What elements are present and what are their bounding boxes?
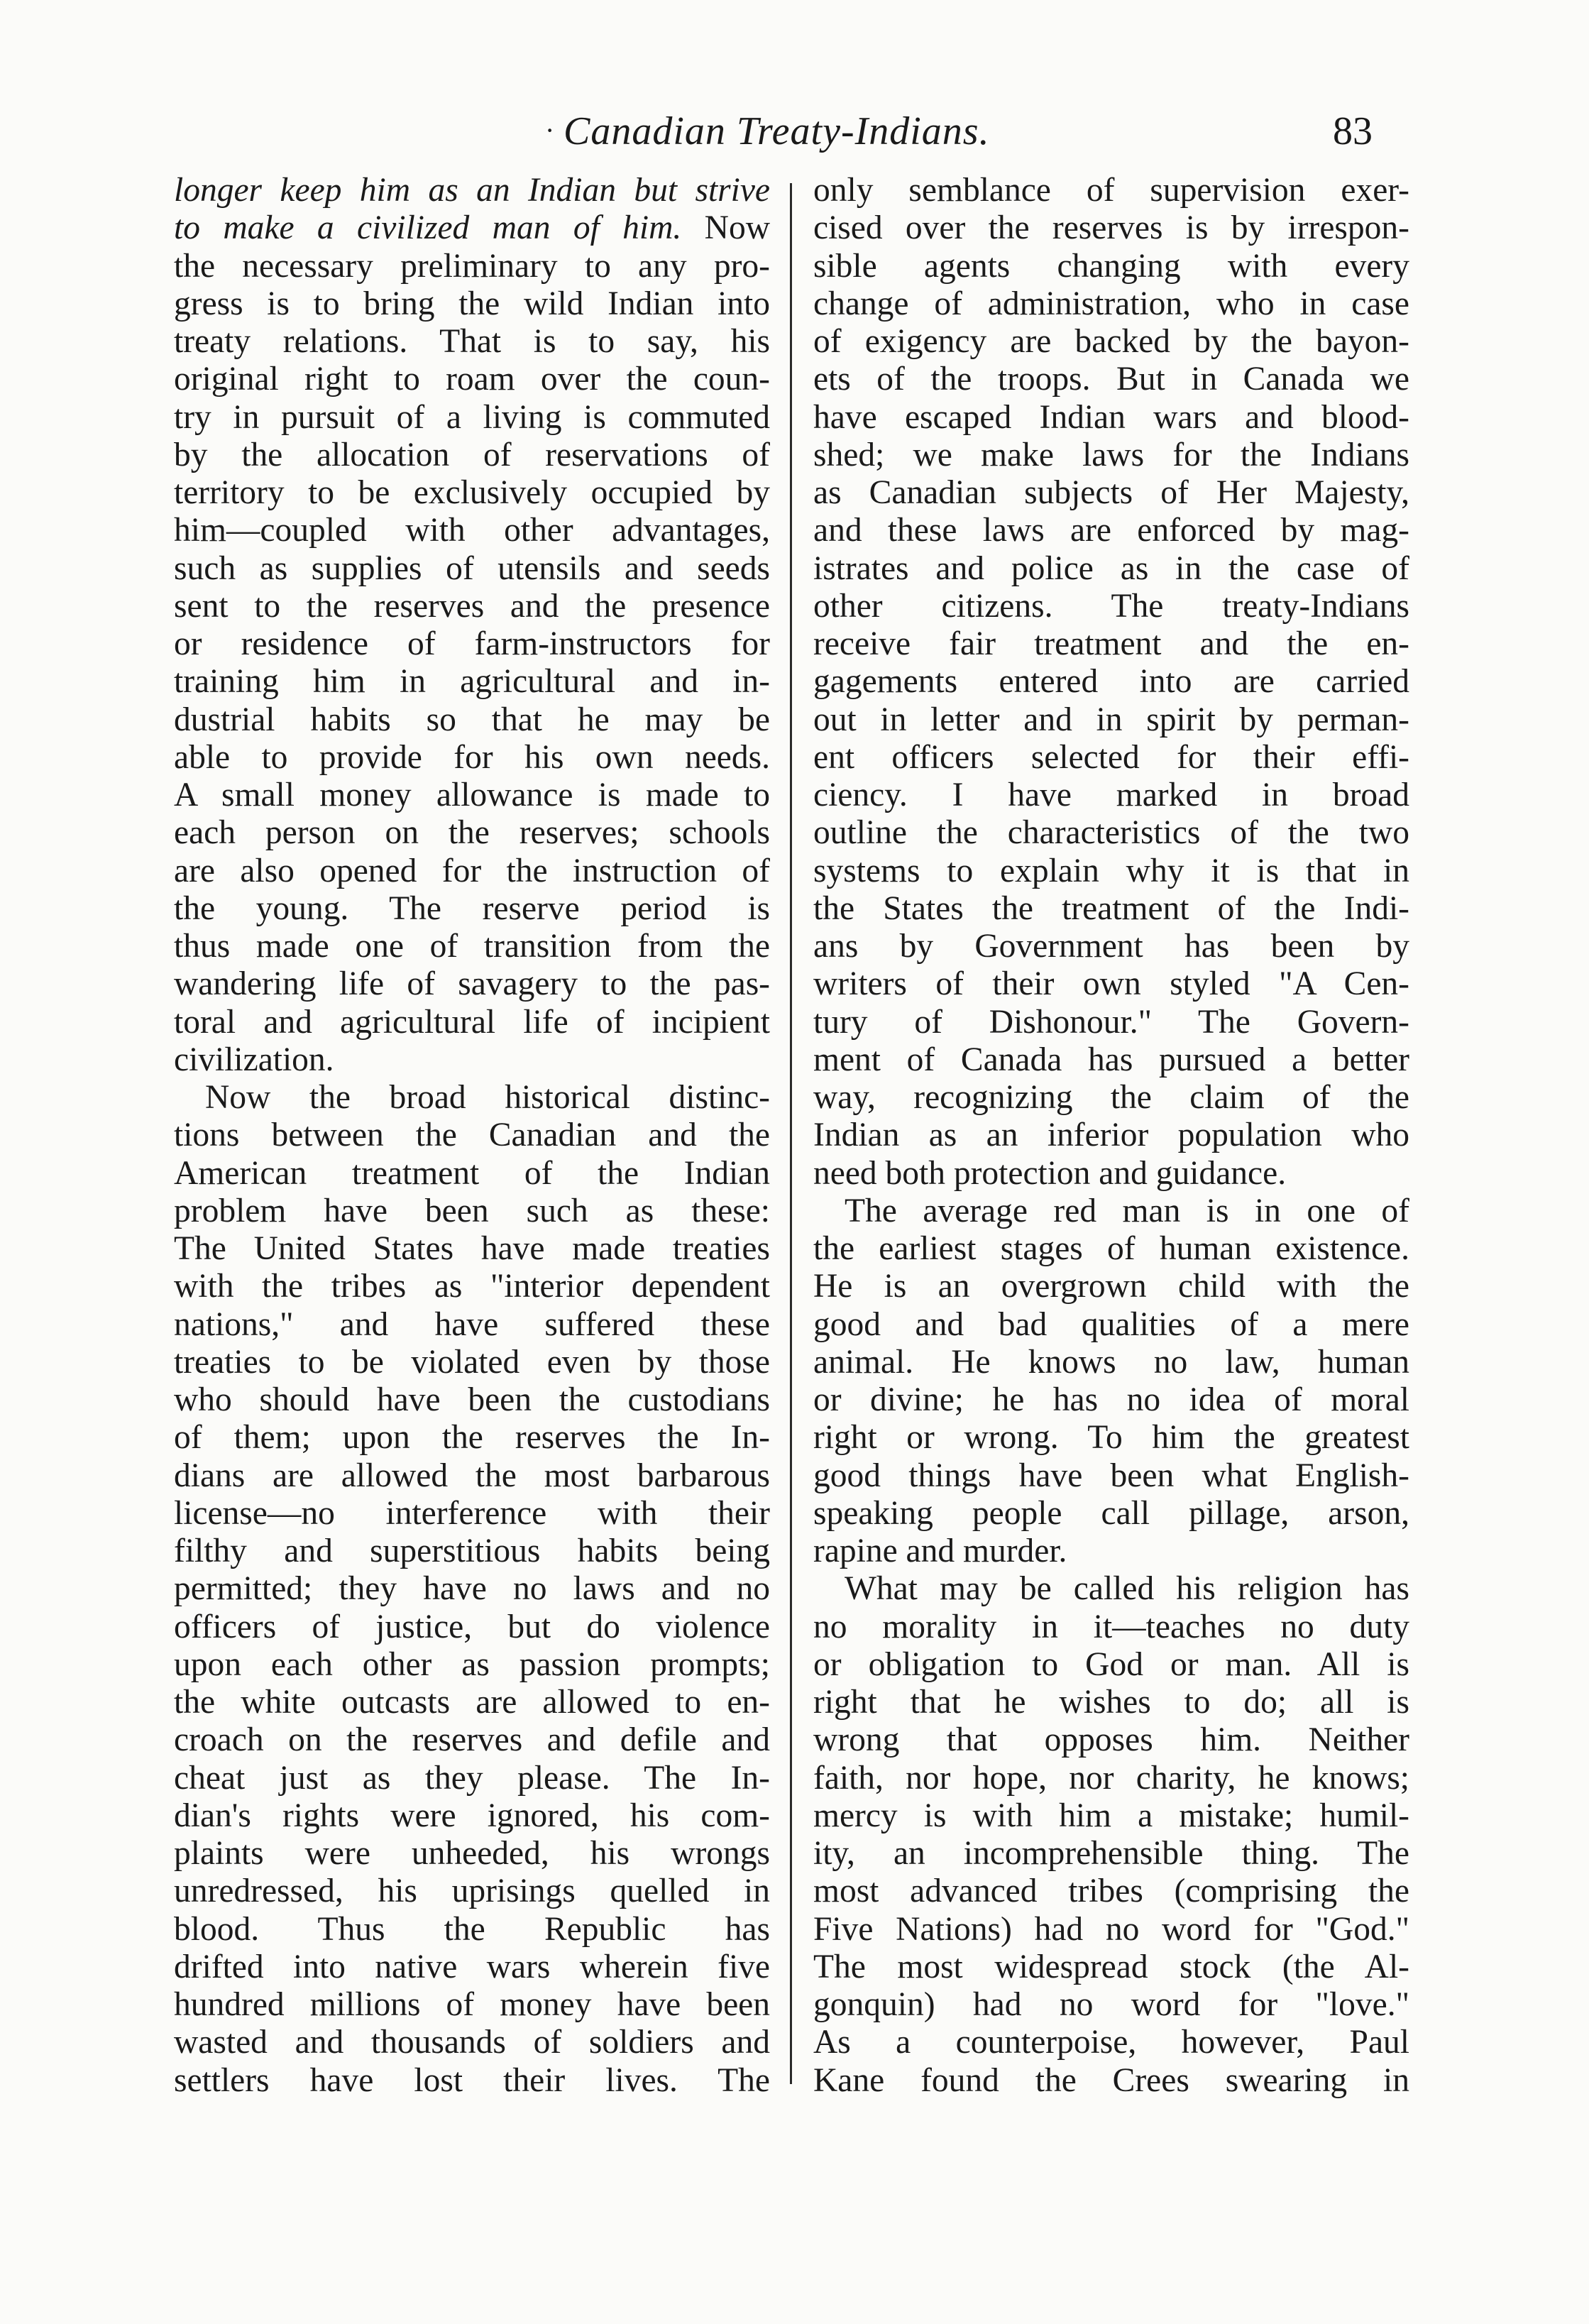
text-line: right or wrong. To him the greatest [813,1419,1409,1457]
text-line: the necessary preliminary to any pro- [174,247,770,285]
italic-phrase: to make a civilized man of him. [174,209,682,247]
text-line: most advanced tribes (comprising the [813,1873,1409,1910]
text-line: speaking people call pillage, arson, [813,1494,1409,1532]
text-line: other citizens. The treaty-Indians [813,587,1409,625]
text-line: civilization. [174,1041,334,1078]
text-line: The United States have made treaties [174,1230,770,1267]
text-line: need both protection and guidance. [813,1154,1287,1192]
text-line: change of administration, who in case [813,285,1409,322]
text-line: permitted; they have no laws and no [174,1570,770,1608]
text-line: ciency. I have marked in broad [813,777,1409,813]
text-line: unredressed, his uprisings quelled in [174,1873,770,1910]
left-column [174,172,770,2100]
text-line: ment of Canada has pursued a better [813,1041,1409,1078]
text-line: the States the treatment of the Indi- [813,889,1409,927]
text-line: territory to be exclusively occupied by [174,474,770,511]
text-line: cised over the reserves is by irrespon- [813,209,1409,247]
text-line: filthy and superstitious habits being [174,1533,770,1569]
text-line: such as supplies of utensils and seeds [174,549,770,587]
text-line: good things have been what English- [813,1457,1409,1494]
text-line: ans by Government has been by [813,928,1409,965]
text-line: have escaped Indian wars and blood- [813,398,1409,436]
text-line: him—coupled with other advantages, [174,512,770,549]
text-line: as Canadian subjects of Her Majesty, [813,474,1409,511]
text-line: tions between the Canadian and the [174,1117,770,1154]
text-line: gress is to bring the wild Indian into [174,285,770,322]
text-line: try in pursuit of a living is commuted [174,398,770,436]
text-line: problem have been such as these: [174,1192,770,1229]
text-line: way, recognizing the claim of the [813,1079,1409,1116]
text-line: mercy is with him a mistake; humil- [813,1797,1409,1834]
text-line: only semblance of supervision exer- [813,172,1409,209]
text-line [174,209,770,247]
text-line: license—no interference with their [174,1494,770,1532]
text-line: gonquin) had no word for "love." [813,1986,1409,2023]
text-line: ent officers selected for their effi- [813,738,1409,776]
text-line: are also opened for the instruction of [174,852,770,889]
text-line: receive fair treatment and the en- [813,625,1409,662]
text-line: training him in agricultural and in- [174,663,770,701]
text-line: officers of justice, but do violence [174,1608,770,1645]
text-line: or obligation to God or man. All is [813,1645,1409,1683]
running-head [0,106,1589,156]
text-line: wandering life of savagery to the pas- [174,965,770,1003]
text-line: drifted into native wars wherein five [174,1948,770,1985]
column-divider [790,183,792,2084]
text-line: ity, an incomprehensible thing. The [813,1835,1409,1872]
text-line: A small money allowance is made to [174,777,770,813]
text-line: American treatment of the Indian [174,1154,770,1192]
running-title: Canadian Treaty-Indians. [563,109,990,153]
paragraph-start-line: Now the broad historical distinc- [205,1079,770,1116]
text-line: the earliest stages of human existence. [813,1230,1409,1267]
header-dot: · [545,114,555,146]
text-line: dians are allowed the most barbarous [174,1457,770,1494]
text-line: with the tribes as "interior dependent [174,1268,770,1305]
text-line: who should have been the custodians [174,1381,770,1418]
text-line: or divine; he has no idea of moral [813,1381,1409,1418]
text-line: plaints were unheeded, his wrongs [174,1835,770,1872]
text-line: treaty relations. That is to say, his [174,323,770,360]
text-line: of them; upon the reserves the In- [174,1419,770,1457]
text-line: The most widespread stock (the Al- [813,1948,1409,1985]
text-line: by the allocation of reservations of [174,436,770,473]
text-line: right that he wishes to do; all is [813,1684,1409,1721]
text-line: He is an overgrown child with the [813,1268,1409,1305]
text-line: blood. Thus the Republic has [174,1910,770,1948]
text-line: the white outcasts are allowed to en- [174,1684,770,1721]
text-line: istrates and police as in the case of [813,549,1409,587]
text-line: good and bad qualities of a mere [813,1305,1409,1343]
text-line: Indian as an inferior population who [813,1117,1409,1154]
text-line: Five Nations) had no word for "God." [813,1910,1409,1948]
text-line: able to provide for his own needs. [174,738,770,776]
text-line: sible agents changing with every [813,247,1409,285]
text-line: settlers have lost their lives. The [174,2061,770,2099]
page-number: 83 [1333,109,1373,153]
text-line: the young. The reserve period is [174,889,770,927]
text-line: tury of Dishonour." The Govern- [813,1003,1409,1041]
text-line: treaties to be violated even by those [174,1343,770,1381]
text-line: faith, nor hope, nor charity, he knows; [813,1759,1409,1797]
right-column [813,172,1409,2100]
text-line: rapine and murder. [813,1533,1067,1569]
text-line: of exigency are backed by the bayon- [813,323,1409,360]
paragraph-start-line: What may be called his religion has [845,1570,1409,1608]
text-line: longer keep him as an Indian but strive [174,172,770,209]
text-line: shed; we make laws for the Indians [813,436,1409,473]
text-line: sent to the reserves and the presence [174,587,770,625]
text-line: animal. He knows no law, human [813,1343,1409,1381]
text-line: outline the characteristics of the two [813,814,1409,852]
text-line: upon each other as passion prompts; [174,1645,770,1683]
text-line: ets of the troops. But in Canada we [813,361,1409,398]
text-line: each person on the reserves; schools [174,814,770,852]
text-line: croach on the reserves and defile and [174,1721,770,1759]
text-line: hundred millions of money have been [174,1986,770,2023]
text-line: or residence of farm-instructors for [174,625,770,662]
text-line: thus made one of transition from the [174,928,770,965]
text-line: wasted and thousands of soldiers and [174,2024,770,2061]
roman-phrase: Now [681,209,770,247]
text-line: Kane found the Crees swearing in [813,2061,1409,2099]
text-line: original right to roam over the coun- [174,361,770,398]
text-line: wrong that opposes him. Neither [813,1721,1409,1759]
text-line: writers of their own styled "A Cen- [813,965,1409,1003]
text-line: and these laws are enforced by mag- [813,512,1409,549]
text-line: out in letter and in spirit by perman- [813,701,1409,738]
paragraph-start-line: The average red man is in one of [845,1192,1409,1229]
text-line: dustrial habits so that he may be [174,701,770,738]
text-line: toral and agricultural life of incipient [174,1003,770,1041]
text-line: no morality in it—teaches no duty [813,1608,1409,1645]
text-line: nations," and have suffered these [174,1305,770,1343]
text-line: As a counterpoise, however, Paul [813,2024,1409,2061]
text-line: systems to explain why it is that in [813,852,1409,889]
text-line: dian's rights were ignored, his com- [174,1797,770,1834]
text-line: gagements entered into are carried [813,663,1409,701]
text-line: cheat just as they please. The In- [174,1759,770,1797]
